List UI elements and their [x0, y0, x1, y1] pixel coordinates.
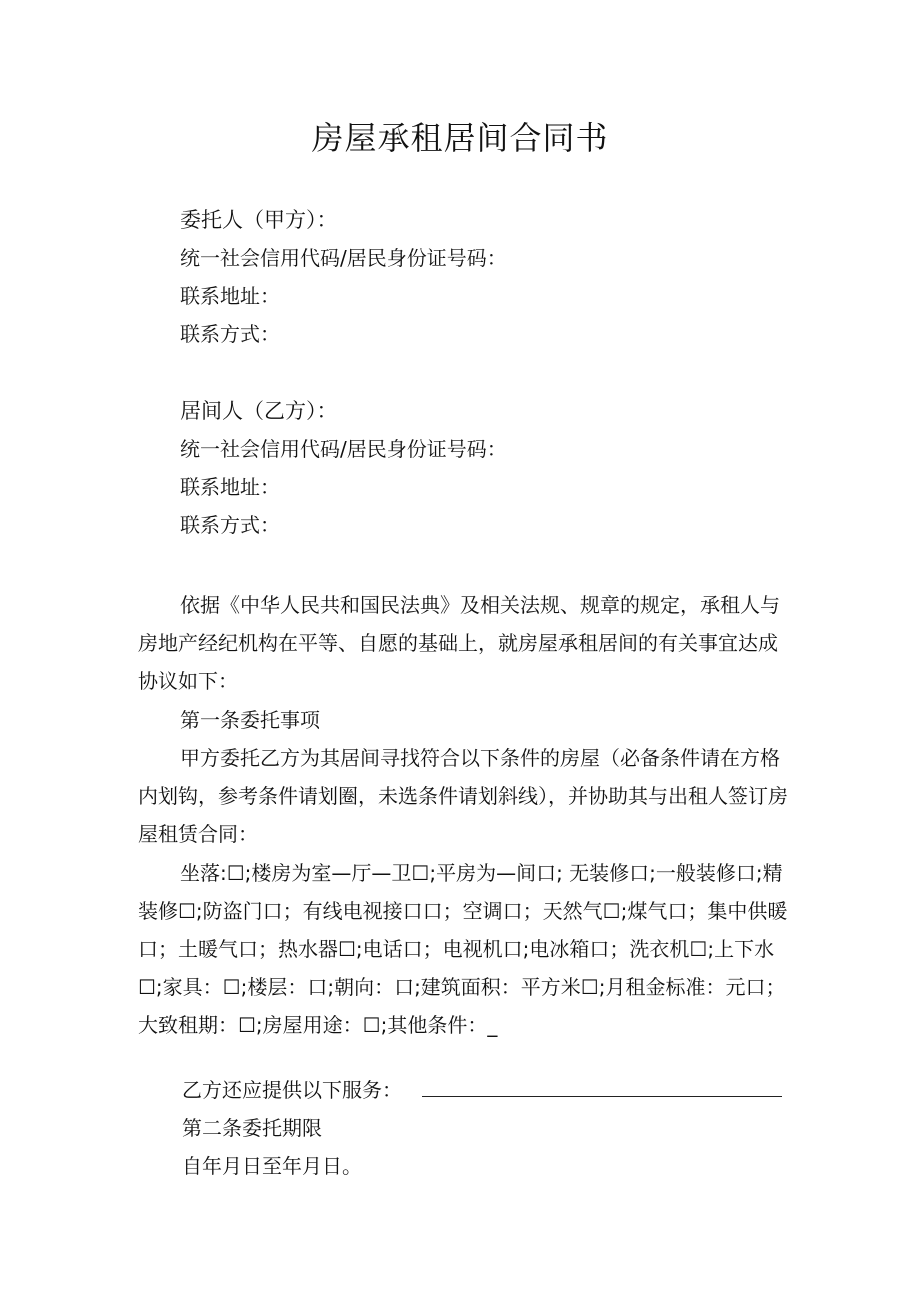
- party-b-credit-code: 统一社会信用代码/居民身份证号码：: [180, 437, 507, 461]
- party-b-contact: 联系方式：: [180, 513, 280, 537]
- party-a-credit-code: 统一社会信用代码/居民身份证号码：: [180, 246, 507, 270]
- party-b-address: 联系地址：: [180, 475, 280, 499]
- party-b-heading: 居间人（乙方）：: [180, 399, 338, 423]
- document-title: 房屋承租居间合同书: [311, 119, 609, 157]
- article1-heading: 第一条委托事项: [180, 708, 320, 732]
- party-a-contact: 联系方式：: [180, 322, 280, 346]
- party-a-block: [180, 201, 820, 353]
- services-label: 乙方还应提供以下服务：: [182, 1078, 402, 1102]
- period-text: 自年月日至年月日。: [182, 1154, 362, 1178]
- party-a-address: 联系地址：: [180, 284, 280, 308]
- basis-paragraph: 依据《中华人民共和国民法典》及相关法规、规章的规定，承租人与房地产经纪机构在平等、自愿的基础上，就房屋承租居间的有关事宜达成协议如下：: [138, 593, 780, 693]
- conditions-paragraph: 坐落:☐;楼房为室—厅—卫☐;平房为—间口; 无装修口;一般装修口;精装修☐;防盗门口；有线电视接口口；空调口；天然气☐;煤气口；集中供暖口；土暖气口；热水器☐;电话口；电视机口;电冰箱口；洗衣机☐;上下水☐;家具：☐;楼层：口;朝向：口;建筑面积：平方米☐;月租金标准：元口；大致租期：☐;房屋用途：☐;其他条件：_: [138, 861, 788, 1037]
- services-line: [182, 1071, 782, 1109]
- article2-heading: 第二条委托期限: [182, 1116, 322, 1140]
- party-b-block: [180, 392, 820, 544]
- party-a-heading: 委托人（甲方）：: [180, 208, 338, 232]
- services-blank-line: [422, 1076, 782, 1097]
- entrust-paragraph: 甲方委托乙方为其居间寻找符合以下条件的房屋（必备条件请在方格内划钩，参考条件请划圈，未选条件请划斜线），并协助其与出租人签订房屋租赁合同：: [138, 746, 788, 846]
